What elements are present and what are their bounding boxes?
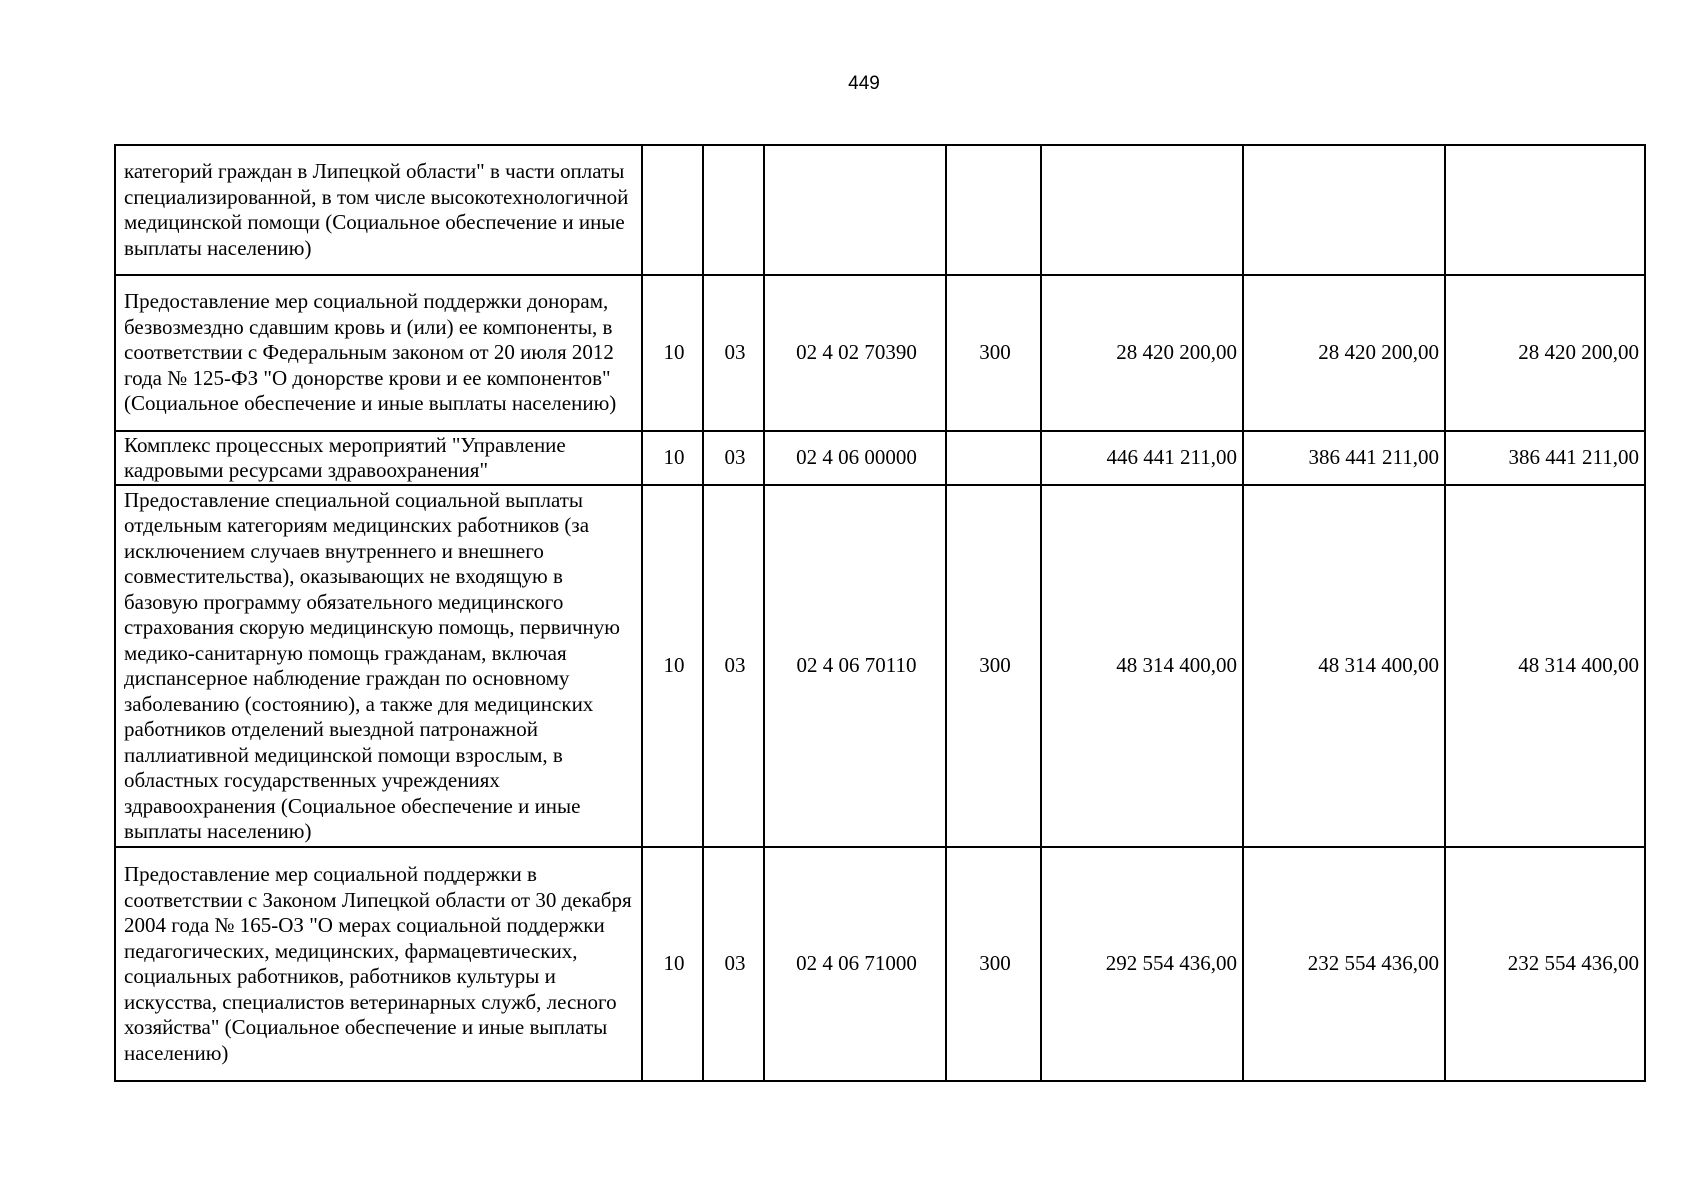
subsection-code: 03 bbox=[703, 431, 764, 485]
budget-table bbox=[114, 144, 1646, 1082]
amount-year-3: 28 420 200,00 bbox=[1445, 275, 1645, 431]
subsection-code: 03 bbox=[703, 847, 764, 1081]
amount-year-3: 232 554 436,00 bbox=[1445, 847, 1645, 1081]
target-article-code: 02 4 06 71000 bbox=[764, 847, 946, 1081]
target-article-code: 02 4 06 00000 bbox=[764, 431, 946, 485]
amount-year-1: 28 420 200,00 bbox=[1041, 275, 1243, 431]
amount-year-2: 386 441 211,00 bbox=[1243, 431, 1445, 485]
amount-year-3 bbox=[1445, 145, 1645, 275]
amount-year-2 bbox=[1243, 145, 1445, 275]
amount-year-1: 292 554 436,00 bbox=[1041, 847, 1243, 1081]
subsection-code: 03 bbox=[703, 485, 764, 847]
section-code: 10 bbox=[642, 275, 703, 431]
section-code: 10 bbox=[642, 485, 703, 847]
amount-year-3: 48 314 400,00 bbox=[1445, 485, 1645, 847]
target-article-code: 02 4 02 70390 bbox=[764, 275, 946, 431]
expense-type-code: 300 bbox=[946, 275, 1041, 431]
amount-year-2: 48 314 400,00 bbox=[1243, 485, 1445, 847]
expense-type-code bbox=[946, 145, 1041, 275]
amount-year-1: 446 441 211,00 bbox=[1041, 431, 1243, 485]
subsection-code bbox=[703, 145, 764, 275]
amount-year-1 bbox=[1041, 145, 1243, 275]
table-row bbox=[115, 275, 1645, 431]
section-code: 10 bbox=[642, 431, 703, 485]
row-description: Комплекс процессных мероприятий "Управление кадровыми ресурсами здравоохранения" bbox=[115, 431, 642, 485]
amount-year-2: 28 420 200,00 bbox=[1243, 275, 1445, 431]
row-description: Предоставление специальной социальной выплаты отдельным категориям медицинских работников (за исключением случаев внутреннего и внешнего совместительства), оказывающих не входящую в базовую программу обязательного медицинского страхования скорую медицинскую помощь, первичную медико-санитарную помощь гражданам, включая диспансерное наблюдение граждан по основному заболеванию (состоянию), а также для медицинских работников отделений выездной патронажной паллиативной медицинской помощи взрослым, в областных государственных учреждениях здравоохранения (Социальное обеспечение и иные выплаты населению) bbox=[115, 485, 642, 847]
amount-year-2: 232 554 436,00 bbox=[1243, 847, 1445, 1081]
table-row bbox=[115, 145, 1645, 275]
amount-year-1: 48 314 400,00 bbox=[1041, 485, 1243, 847]
table-row bbox=[115, 847, 1645, 1081]
target-article-code bbox=[764, 145, 946, 275]
page-number: 449 bbox=[848, 73, 880, 94]
row-description: категорий граждан в Липецкой области" в части оплаты специализированной, в том числе высокотехнологичной медицинской помощи (Социальное обеспечение и иные выплаты населению) bbox=[115, 145, 642, 275]
subsection-code: 03 bbox=[703, 275, 764, 431]
amount-year-3: 386 441 211,00 bbox=[1445, 431, 1645, 485]
table-row bbox=[115, 431, 1645, 485]
row-description: Предоставление мер социальной поддержки в соответствии с Законом Липецкой области от 30 декабря 2004 года № 165-ОЗ "О мерах социальной поддержки педагогических, медицинских, фармацевтических, социальных работников, работников культуры и искусства, специалистов ветеринарных служб, лесного хозяйства" (Социальное обеспечение и иные выплаты населению) bbox=[115, 847, 642, 1081]
expense-type-code bbox=[946, 431, 1041, 485]
section-code: 10 bbox=[642, 847, 703, 1081]
section-code bbox=[642, 145, 703, 275]
row-description: Предоставление мер социальной поддержки донорам, безвозмездно сдавшим кровь и (или) ее компоненты, в соответствии с Федеральным законом от 20 июля 2012 года № 125-ФЗ "О донорстве крови и ее компонентов" (Социальное обеспечение и иные выплаты населению) bbox=[115, 275, 642, 431]
target-article-code: 02 4 06 70110 bbox=[764, 485, 946, 847]
expense-type-code: 300 bbox=[946, 847, 1041, 1081]
table-row bbox=[115, 485, 1645, 847]
expense-type-code: 300 bbox=[946, 485, 1041, 847]
